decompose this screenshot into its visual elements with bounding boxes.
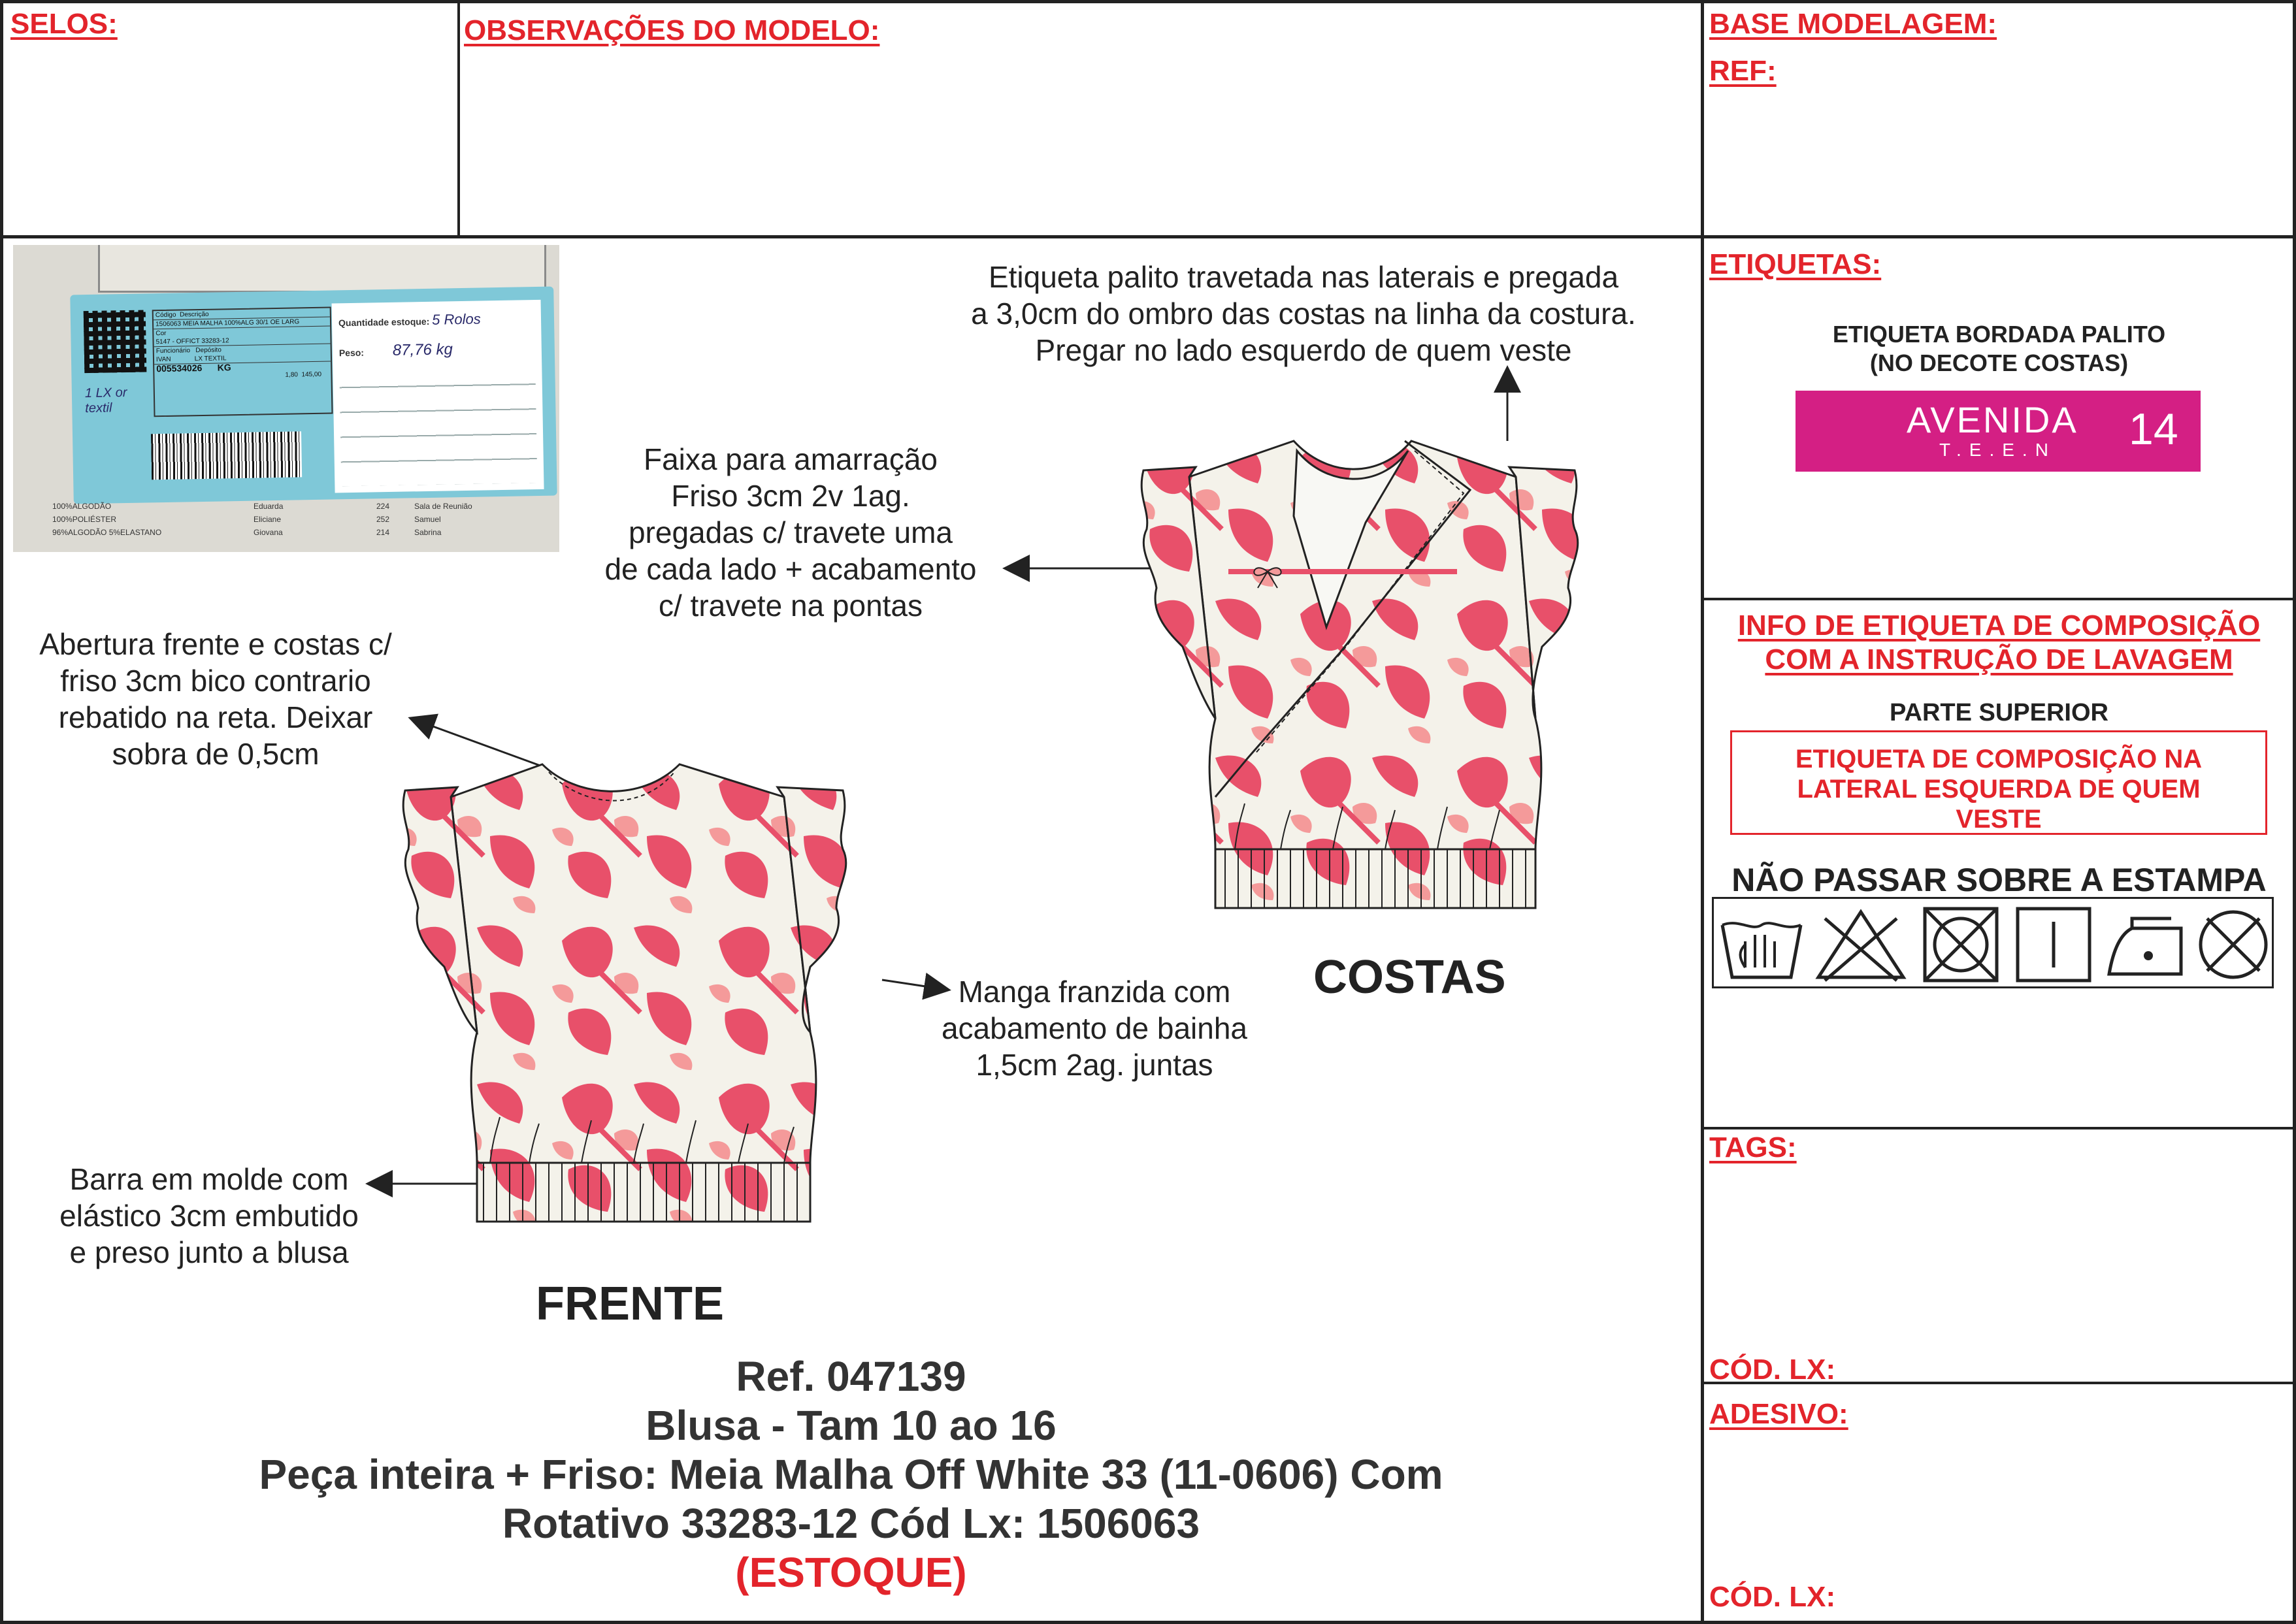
- table-cell: 96%ALGODÃO 5%ELASTANO: [52, 528, 162, 537]
- ref-line: Ref. 047139: [736, 1353, 966, 1400]
- lote-value: 005534026: [156, 362, 203, 374]
- no-dry-clean-icon: [2194, 905, 2272, 984]
- care-icons-box: [1712, 897, 2274, 988]
- back-view-label: COSTAS: [1313, 951, 1506, 1003]
- brand-label: [1796, 391, 2201, 472]
- note-abertura: Abertura frente e costas c/ friso 3cm bico contrario rebatido na reta. Deixar sobra de 0,5cm: [39, 627, 392, 771]
- funcionario-label: Funcionário: [156, 347, 191, 355]
- deposito-label: Depósito: [195, 346, 221, 355]
- etiquetas-header: ETIQUETAS:: [1709, 248, 1882, 280]
- parte-superior: PARTE SUPERIOR: [1889, 699, 2108, 726]
- handwritten-note: 1 LX or textil: [84, 385, 127, 416]
- table-cell: Eduarda: [254, 502, 284, 511]
- front-view-label: FRENTE: [536, 1278, 724, 1330]
- table-cell: 214: [376, 528, 390, 537]
- note-etiqueta-palito: Etiqueta palito travetada nas laterais e pregada a 3,0cm do ombro das costas na linha da costura. Pregar no lado esquerdo de quem veste: [971, 260, 1636, 367]
- no-tumble-dry-icon: [1922, 905, 2000, 984]
- gram-value: 145,00: [301, 370, 322, 379]
- stock-line: (ESTOQUE): [735, 1549, 967, 1596]
- descricao-label: Descrição: [179, 310, 209, 319]
- iron-low-icon: [2106, 909, 2184, 981]
- observacoes-header: OBSERVAÇÕES DO MODELO:: [464, 14, 880, 46]
- care-warning: NÃO PASSAR SOBRE A ESTAMPA: [1731, 862, 2267, 898]
- quantidade-estoque-value: 5 Rolos: [431, 310, 481, 328]
- cor-label: Cor: [156, 329, 167, 338]
- no-bleach-icon: [1812, 905, 1910, 984]
- ref-header: REF:: [1709, 55, 1777, 87]
- table-cell: Sala de Reunião: [414, 502, 472, 511]
- unidade-value: KG: [217, 362, 231, 373]
- deposito-value: LX TEXTIL: [194, 355, 227, 363]
- back-garment-drawing: [1130, 431, 1666, 934]
- note-barra: Barra em molde com elástico 3cm embutido e preso junto a blusa: [59, 1162, 359, 1269]
- composicao-title: INFO DE ETIQUETA DE COMPOSIÇÃO COM A INSTRUÇÃO DE LAVAGEM: [1737, 609, 2261, 675]
- funcionario-value: IVAN: [156, 355, 171, 364]
- brand-name: AVENIDA: [1907, 399, 2078, 440]
- composicao-box: ETIQUETA DE COMPOSIÇÃO NA LATERAL ESQUERDA DE QUEM VESTE: [1730, 730, 2267, 835]
- table-cell: Giovana: [254, 528, 283, 537]
- hand-wash-icon: [1719, 905, 1804, 984]
- descricao-value: MEIA MALHA 100%ALG 30/1 OE LARG: [182, 318, 300, 328]
- adesivo-header: ADESIVO:: [1709, 1398, 1848, 1430]
- quantidade-estoque-label: Quantidade estoque:: [338, 316, 430, 329]
- table-cell: 224: [376, 502, 390, 511]
- table-cell: 252: [376, 515, 390, 524]
- etiqueta-title: ETIQUETA BORDADA PALITO (NO DECOTE COSTAS): [1832, 321, 2166, 376]
- peso-value: 87,76 kg: [392, 340, 453, 359]
- table-cell: Samuel: [414, 515, 441, 524]
- selos-header: SELOS:: [10, 8, 118, 40]
- front-body: [451, 764, 816, 1163]
- note-faixa: Faixa para amarração Friso 3cm 2v 1ag. pregadas c/ travete uma de cada lado + acabamento c/ travete na pontas: [604, 442, 977, 623]
- table-cell: Sabrina: [414, 528, 442, 537]
- codigo-label: Código: [155, 311, 176, 319]
- table-cell: 100%POLIÉSTER: [52, 515, 117, 524]
- tags-header: TAGS:: [1709, 1131, 1797, 1163]
- cor-value: 5147 - OFFICT 33283-12: [154, 335, 330, 348]
- back-waistband: [1215, 849, 1535, 908]
- cod-lx-header: CÓD. LX:: [1709, 1354, 1836, 1386]
- larg-value: 1,80: [285, 371, 299, 379]
- codigo-value: 1506063: [155, 320, 182, 329]
- front-garment-drawing: [392, 758, 928, 1254]
- table-cell: 100%ALGODÃO: [52, 502, 112, 511]
- product-summary: [0, 1352, 1702, 1597]
- note-manga: Manga franzida com acabamento de bainha 1,5cm 2ag. juntas: [941, 975, 1248, 1082]
- table-cell: Eliciane: [254, 515, 282, 524]
- fabric-line: Peça inteira + Friso: Meia Malha Off White 33 (11-0606) Com: [259, 1451, 1443, 1498]
- fabric-line-2: Rotativo 33283-12 Cód Lx: 1506063: [502, 1500, 1200, 1547]
- line-dry-icon: [2014, 905, 2093, 984]
- brand-sub: T.E.E.N: [1939, 440, 2056, 460]
- cod-lx-header: CÓD. LX:: [1709, 1581, 1836, 1613]
- brand-size: 14: [2129, 404, 2178, 454]
- peso-label: Peso:: [338, 347, 365, 359]
- front-waistband: [477, 1163, 810, 1222]
- base-modelagem-header: BASE MODELAGEM:: [1709, 8, 1997, 40]
- product-line: Blusa - Tam 10 ao 16: [646, 1402, 1057, 1449]
